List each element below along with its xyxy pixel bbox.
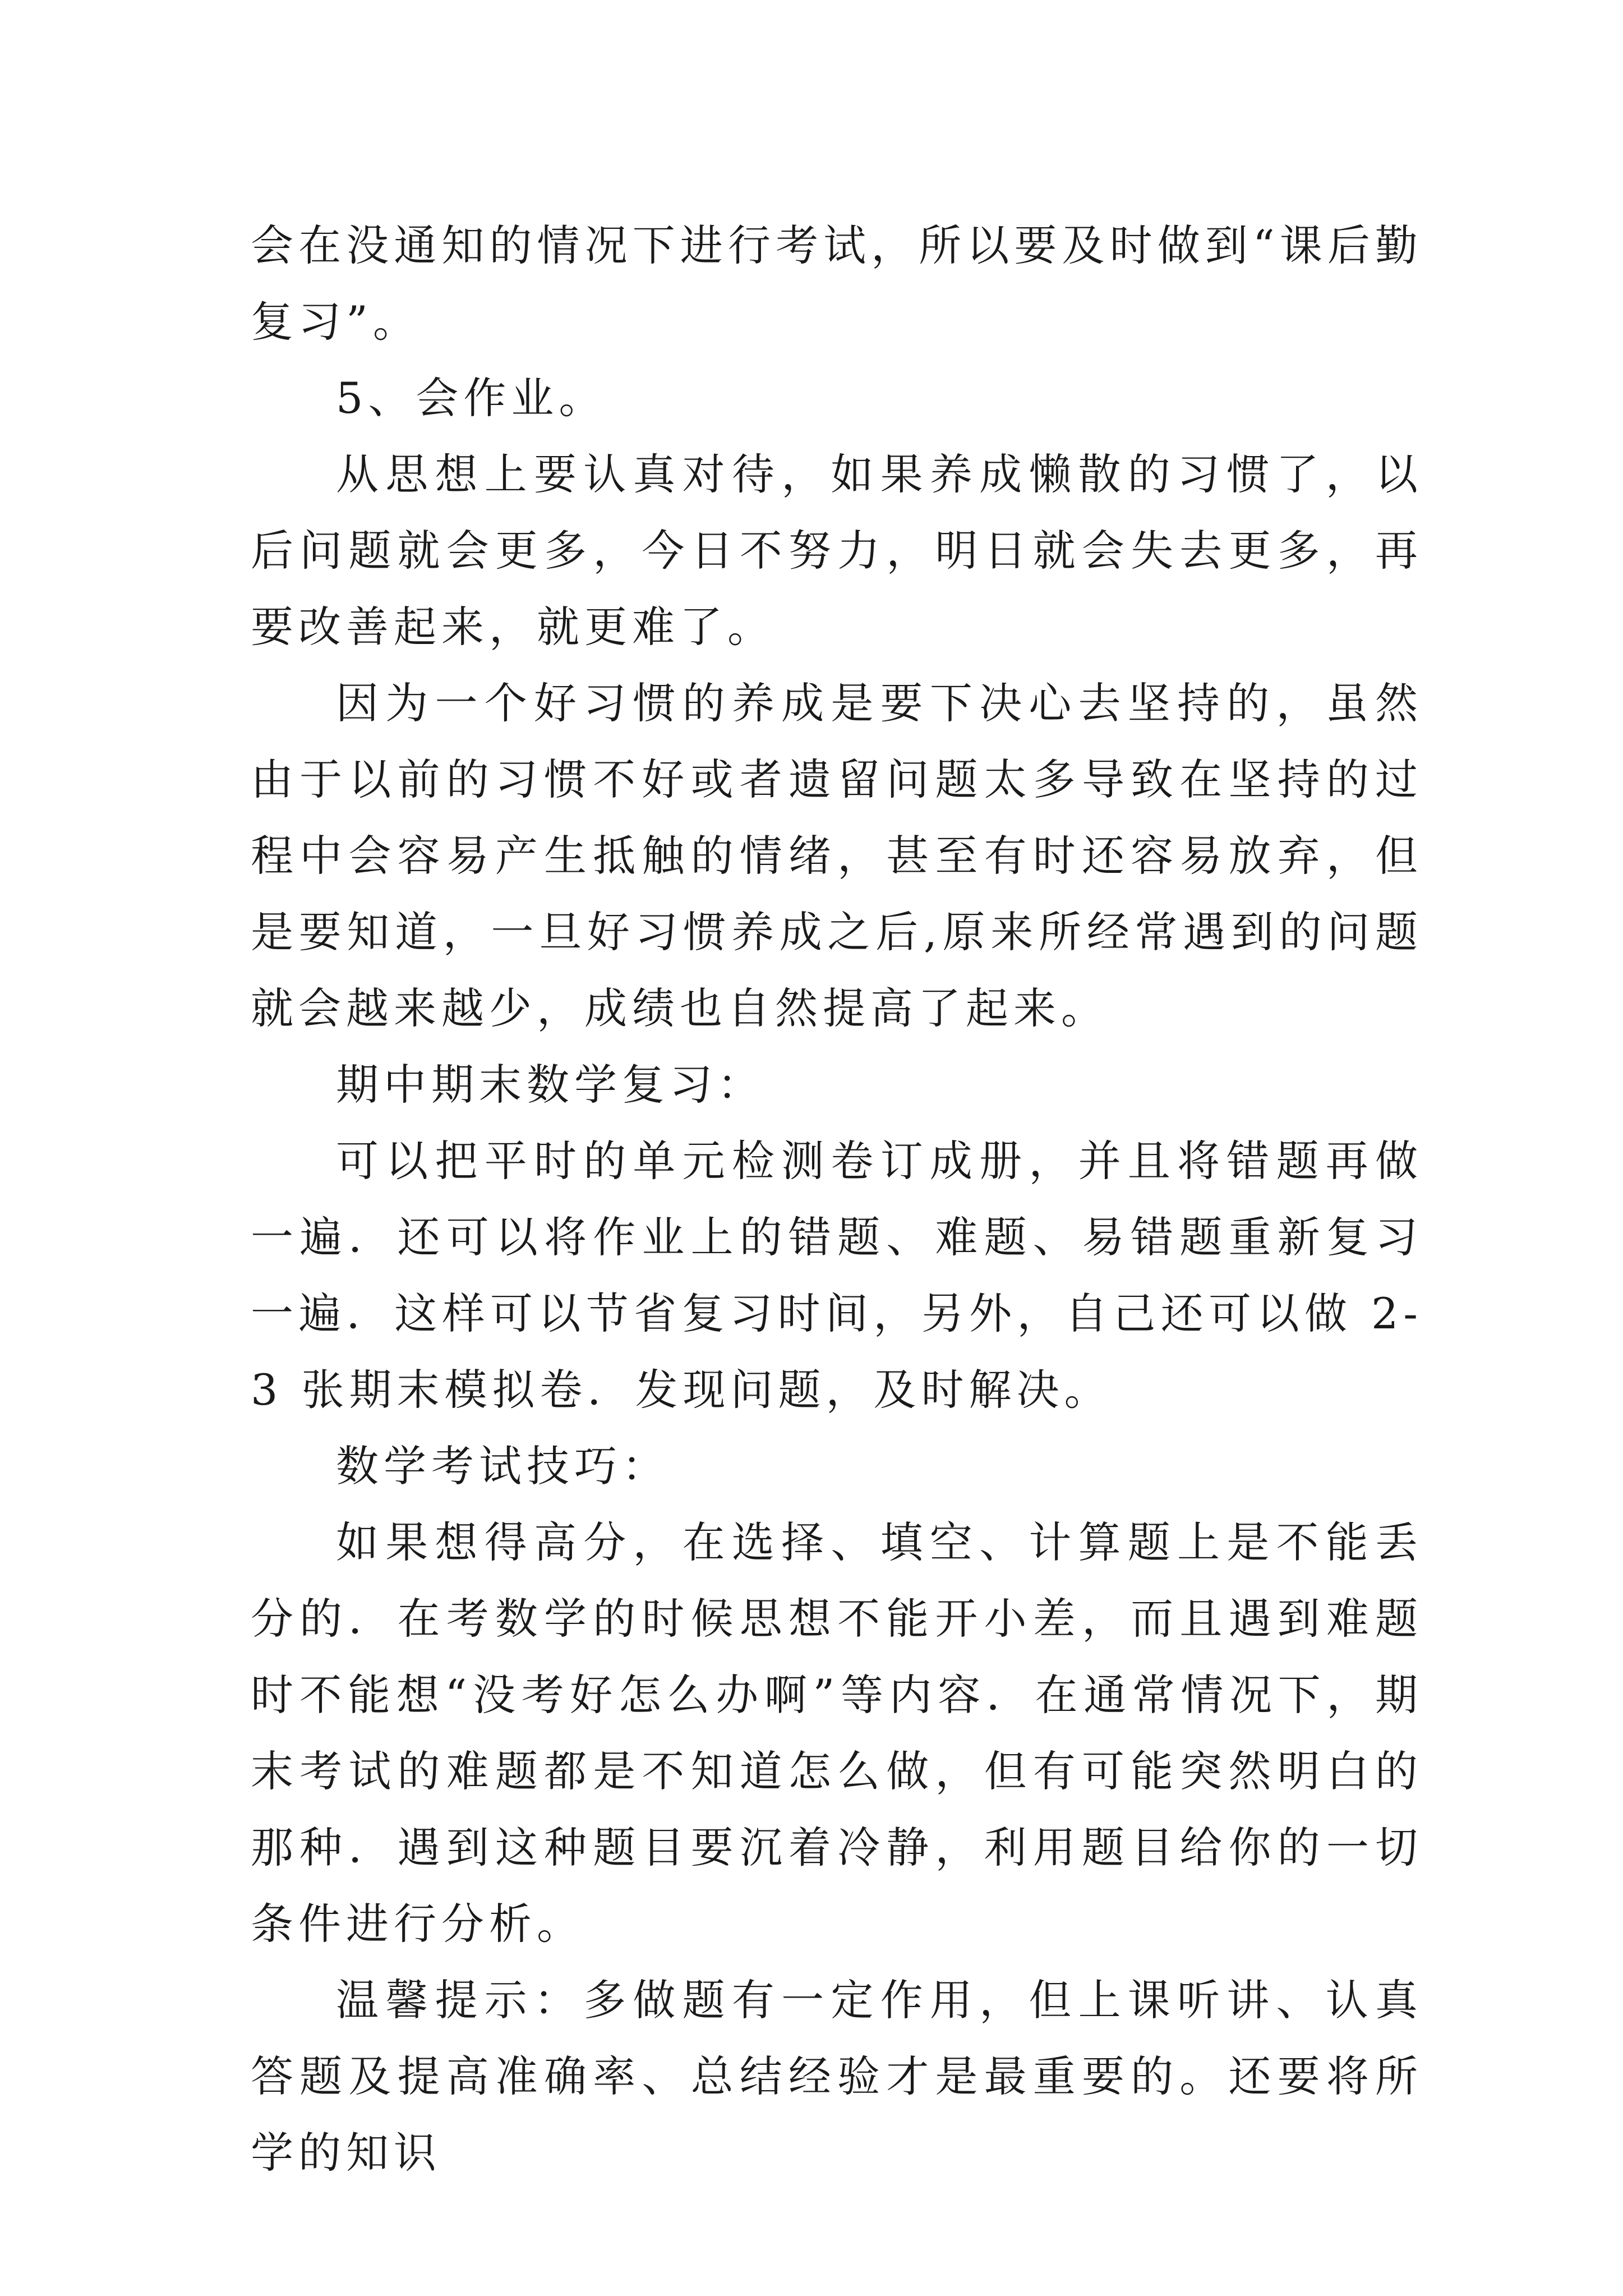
document-body (251, 208, 1423, 2191)
paragraph-review-continuation: 会在没通知的情况下进行考试，所以要及时做到“课后勤复习”。 (251, 220, 1423, 347)
heading-homework: 5、会作业。 (336, 373, 607, 423)
paragraph-homework-attitude: 从思想上要认真对待，如果养成懒散的习惯了，以后问题就会更多，今日不努力，明日就会失去更多，再要改善起来，就更难了。 (251, 449, 1423, 652)
heading-exam-review: 期中期末数学复习： (336, 1060, 765, 1110)
paragraph-exam-tips: 如果想得高分，在选择、填空、计算题上是不能丢分的．在考数学的时候思想不能开小差，而且遇到难题时不能想“没考好怎么办啊”等内容．在通常情况下，期末考试的难题都是不知道怎么做，但有可能突然明白的那种．遇到这种题目要沉着冷静，利用题目给你的一切条件进行分析。 (251, 1517, 1423, 1949)
heading-exam-tips: 数学考试技巧： (336, 1441, 670, 1491)
paragraph-warm-tip: 温馨提示：多做题有一定作用，但上课听讲、认真答题及提高准确率、总结经验才是最重要的。还要将所学的知识 (251, 1975, 1423, 2178)
paragraph-good-habits: 因为一个好习惯的养成是要下决心去坚持的，虽然由于以前的习惯不好或者遗留问题太多导致在坚持的过程中会容易产生抵触的情绪，甚至有时还容易放弃，但是要知道，一旦好习惯养成之后,原来所经常遇到的问题就会越来越少，成绩也自然提高了起来。 (251, 678, 1423, 1033)
paragraph-exam-review: 可以把平时的单元检测卷订成册，并且将错题再做一遍．还可以将作业上的错题、难题、易错题重新复习一遍．这样可以节省复习时间，另外，自己还可以做 2-3 张期末模拟卷．发现问题，及时解决。 (251, 1136, 1423, 1415)
